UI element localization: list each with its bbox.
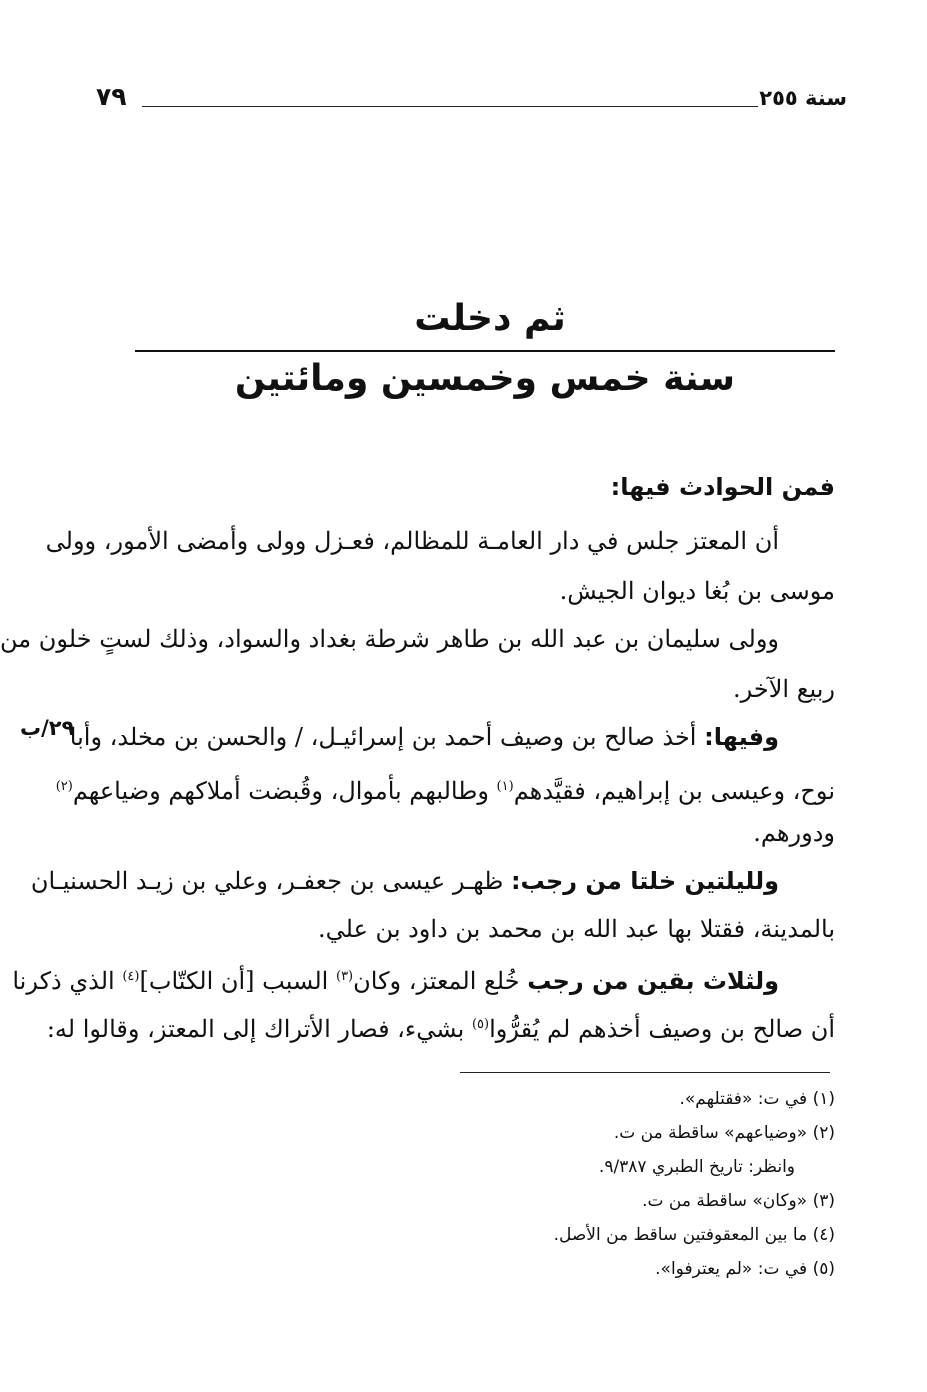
footnote: (٢) «وضياعهم» ساقطة من ت. [613, 1123, 835, 1143]
footnote: (٤) ما بين المعقوفتين ساقط من الأصل. [553, 1225, 835, 1245]
paragraph-line: أن المعتز جلس في دار العامـة للمظالم، فعـزل وولى وأمضى الأمور، وولى [45, 527, 779, 555]
paragraph-lead: ولليلتين خلتا من رجب: [510, 867, 779, 895]
footnote-ref: (٢) [55, 779, 73, 794]
paragraph-lead: وفيها: [704, 723, 779, 751]
paragraph-line [46, 1008, 835, 1046]
footnote: وانظر: تاريخ الطبري ٩/٣٨٧. [598, 1157, 795, 1177]
paragraph-line: موسى بن بُغا ديوان الجيش. [559, 577, 835, 605]
footnote-ref: (١) [496, 779, 514, 794]
paragraph-text: نوح، وعيسى بن إبراهيم، فقيَّدهم [513, 777, 835, 805]
paragraph-text: أخذ صالح بن وصيف أحمد بن إسرائيـل، / والحسن بن مخلد، وأبا [69, 723, 697, 751]
paragraph-line [30, 864, 779, 898]
footnote: (٣) «وكان» ساقطة من ت. [642, 1191, 835, 1211]
paragraph-text: الذي ذكرنا [12, 967, 115, 995]
running-header-title: سنة ٢٥٥ [759, 86, 847, 110]
paragraph-line: ربيع الآخر. [733, 675, 835, 703]
paragraph-text: السبب [أن الكتّاب] [139, 967, 329, 995]
paragraph-text: ظهـر عيسى بن جعفـر، وعلي بن زيـد الحسنيـان [30, 867, 504, 895]
footnote: (٥) في ت: «لم يعترفوا». [655, 1259, 835, 1279]
footnote: (١) في ت: «فقتلهم». [679, 1089, 835, 1109]
header-rule [142, 106, 758, 107]
paragraph-line [69, 720, 779, 754]
paragraph-text: خُلع المعتز، وكان [353, 967, 520, 995]
chapter-intro-heading: ثم دخلت [414, 298, 566, 339]
paragraph-line [12, 960, 779, 998]
paragraph-lead: ولثلاث بقين من رجب [527, 967, 779, 995]
paragraph-text: أن صالح بن وصيف أخذهم لم يُقرُّوا [489, 1015, 835, 1043]
section-intro: فمن الحوادث فيها: [610, 473, 835, 501]
paragraph-line: بالمدينة، فقتلا بها عبد الله بن محمد بن داود بن علي. [318, 915, 835, 943]
margin-folio-note: ٢٩/ب [20, 716, 75, 740]
paragraph-line: وولى سليمان بن عبد الله بن طاهر شرطة بغداد والسواد، وذلك لستٍ خلون من [0, 625, 779, 653]
footnote-rule [460, 1072, 830, 1073]
page-number: ٧٩ [96, 82, 127, 111]
chapter-rule [135, 350, 835, 352]
paragraph-line: ودورهم. [753, 819, 835, 847]
paragraph-line [55, 770, 835, 808]
paragraph-text: وطالبهم بأموال، وقُبضت أملاكهم وضياعهم [72, 777, 489, 805]
chapter-title: سنة خمس وخمسين ومائتين [234, 358, 735, 399]
paragraph-text: بشيء، فصار الأتراك إلى المعتز، وقالوا له: [46, 1015, 465, 1043]
footnote-ref: (٥) [471, 1017, 490, 1032]
footnote-ref: (٣) [335, 969, 354, 984]
section-intro-line [90, 470, 835, 504]
footnote-ref: (٤) [122, 969, 140, 984]
